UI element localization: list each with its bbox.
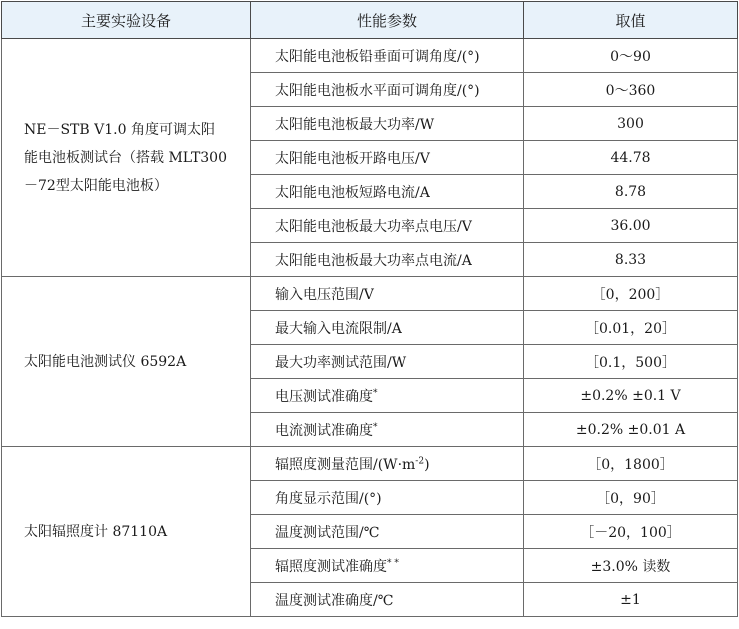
value-cell: ±0.2% ±0.1 V xyxy=(524,379,738,413)
device-cell: 太阳能电池测试仪 6592A xyxy=(2,277,251,447)
param-cell xyxy=(251,413,524,447)
value-cell: 44.78 xyxy=(524,141,738,175)
footnote-mark: * xyxy=(373,421,378,432)
value-cell: ［0，90］ xyxy=(524,481,738,515)
device-cell: 太阳辐照度计 87110A xyxy=(2,447,251,617)
param-text: 电压测试准确度 xyxy=(275,388,373,405)
value-cell: ±0.2% ±0.01 A xyxy=(524,413,738,447)
param-cell: 输入电压范围/V xyxy=(251,277,524,311)
param-cell: 温度测试准确度/℃ xyxy=(251,583,524,617)
param-text: 辐照度测试准确度 xyxy=(275,558,387,575)
param-cell xyxy=(251,447,524,481)
param-text: 辐照度测量范围/(W·m xyxy=(275,456,416,473)
param-cell: 太阳能电池板最大功率点电压/V xyxy=(251,209,524,243)
footnote-mark: * xyxy=(373,387,378,398)
table-row xyxy=(2,277,738,311)
value-cell: ±1 xyxy=(524,583,738,617)
header-value: 取值 xyxy=(524,2,738,39)
value-cell: ［－20，100］ xyxy=(524,515,738,549)
param-cell xyxy=(251,379,524,413)
value-cell: 0～90 xyxy=(524,39,738,73)
table-row xyxy=(2,447,738,481)
value-cell: ±3.0% 读数 xyxy=(524,549,738,583)
param-cell: 太阳能电池板最大功率点电流/A xyxy=(251,243,524,277)
value-cell: 0～360 xyxy=(524,73,738,107)
equipment-parameter-table xyxy=(1,1,738,617)
param-cell: 太阳能电池板铅垂面可调角度/(°) xyxy=(251,39,524,73)
param-cell: 最大输入电流限制/A xyxy=(251,311,524,345)
param-cell: 温度测试范围/℃ xyxy=(251,515,524,549)
table-header-row xyxy=(2,2,738,39)
header-equipment: 主要实验设备 xyxy=(2,2,251,39)
param-cell xyxy=(251,549,524,583)
param-cell: 太阳能电池板水平面可调角度/(°) xyxy=(251,73,524,107)
value-cell: ［0.01，20］ xyxy=(524,311,738,345)
table-row xyxy=(2,39,738,73)
param-text: 电流测试准确度 xyxy=(275,422,373,439)
value-cell: 300 xyxy=(524,107,738,141)
device-cell: NE－STB V1.0 角度可调太阳能电池板测试台（搭载 MLT300－72型太阳能电池板） xyxy=(2,39,251,277)
param-cell: 太阳能电池板最大功率/W xyxy=(251,107,524,141)
header-parameter: 性能参数 xyxy=(251,2,524,39)
param-cell: 角度显示范围/(°) xyxy=(251,481,524,515)
value-cell: 8.33 xyxy=(524,243,738,277)
param-cell: 太阳能电池板开路电压/V xyxy=(251,141,524,175)
value-cell: 36.00 xyxy=(524,209,738,243)
footnote-mark: * * xyxy=(387,557,399,568)
value-cell: ［0.1，500］ xyxy=(524,345,738,379)
value-cell: ［0，200］ xyxy=(524,277,738,311)
value-cell: ［0，1800］ xyxy=(524,447,738,481)
param-cell: 最大功率测试范围/W xyxy=(251,345,524,379)
unit-exponent: -2 xyxy=(415,455,425,466)
param-suffix: ) xyxy=(424,456,430,473)
param-cell: 太阳能电池板短路电流/A xyxy=(251,175,524,209)
value-cell: 8.78 xyxy=(524,175,738,209)
